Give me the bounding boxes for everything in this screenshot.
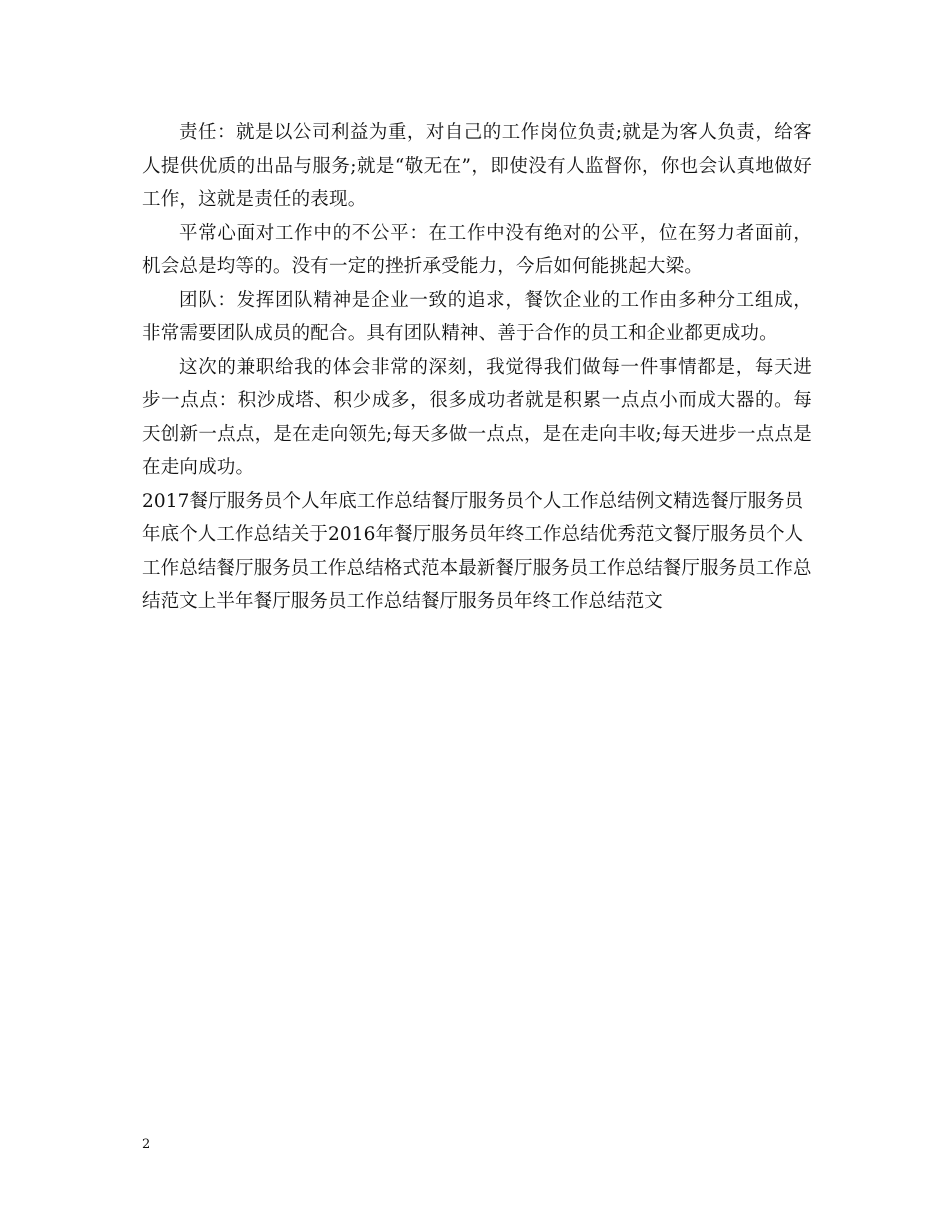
document-body: [142, 116, 812, 619]
related-articles-text: 2017餐厅服务员个人年底工作总结餐厅服务员个人工作总结例文精选餐厅服务员年底个人工作总结关于2016年餐厅服务员年终工作总结优秀范文餐厅服务员个人工作总结餐厅服务员工作总结格式范本最新餐厅服务员工作总结餐厅服务员工作总结范文上半年餐厅服务员工作总结餐厅服务员年终工作总结范文: [142, 490, 812, 612]
paragraph-teamwork: 团队：发挥团队精神是企业一致的追求，餐饮企业的工作由多种分工组成，非常需要团队成员的配合。具有团队精神、善于合作的员工和企业都更成功。: [142, 289, 812, 344]
page-number: 2: [142, 1137, 151, 1152]
paragraph-responsibility: 责任：就是以公司利益为重，对自己的工作岗位负责;就是为客人负责，给客人提供优质的出品与服务;就是“敬无在”，即使没有人监督你，你也会认真地做好工作，这就是责任的表现。: [142, 122, 812, 210]
paragraph-fairness: 平常心面对工作中的不公平：在工作中没有绝对的公平，位在努力者面前，机会总是均等的。没有一定的挫折承受能力，今后如何能挑起大梁。: [142, 222, 812, 277]
paragraph-reflection: 这次的兼职给我的体会非常的深刻，我觉得我们做每一件事情都是，每天进步一点点：积沙成塔、积少成多，很多成功者就是积累一点点小而成大器的。每天创新一点点，是在走向领先;每天多做一点点，是在走向丰收;每天进步一点点是在走向成功。: [142, 356, 812, 478]
